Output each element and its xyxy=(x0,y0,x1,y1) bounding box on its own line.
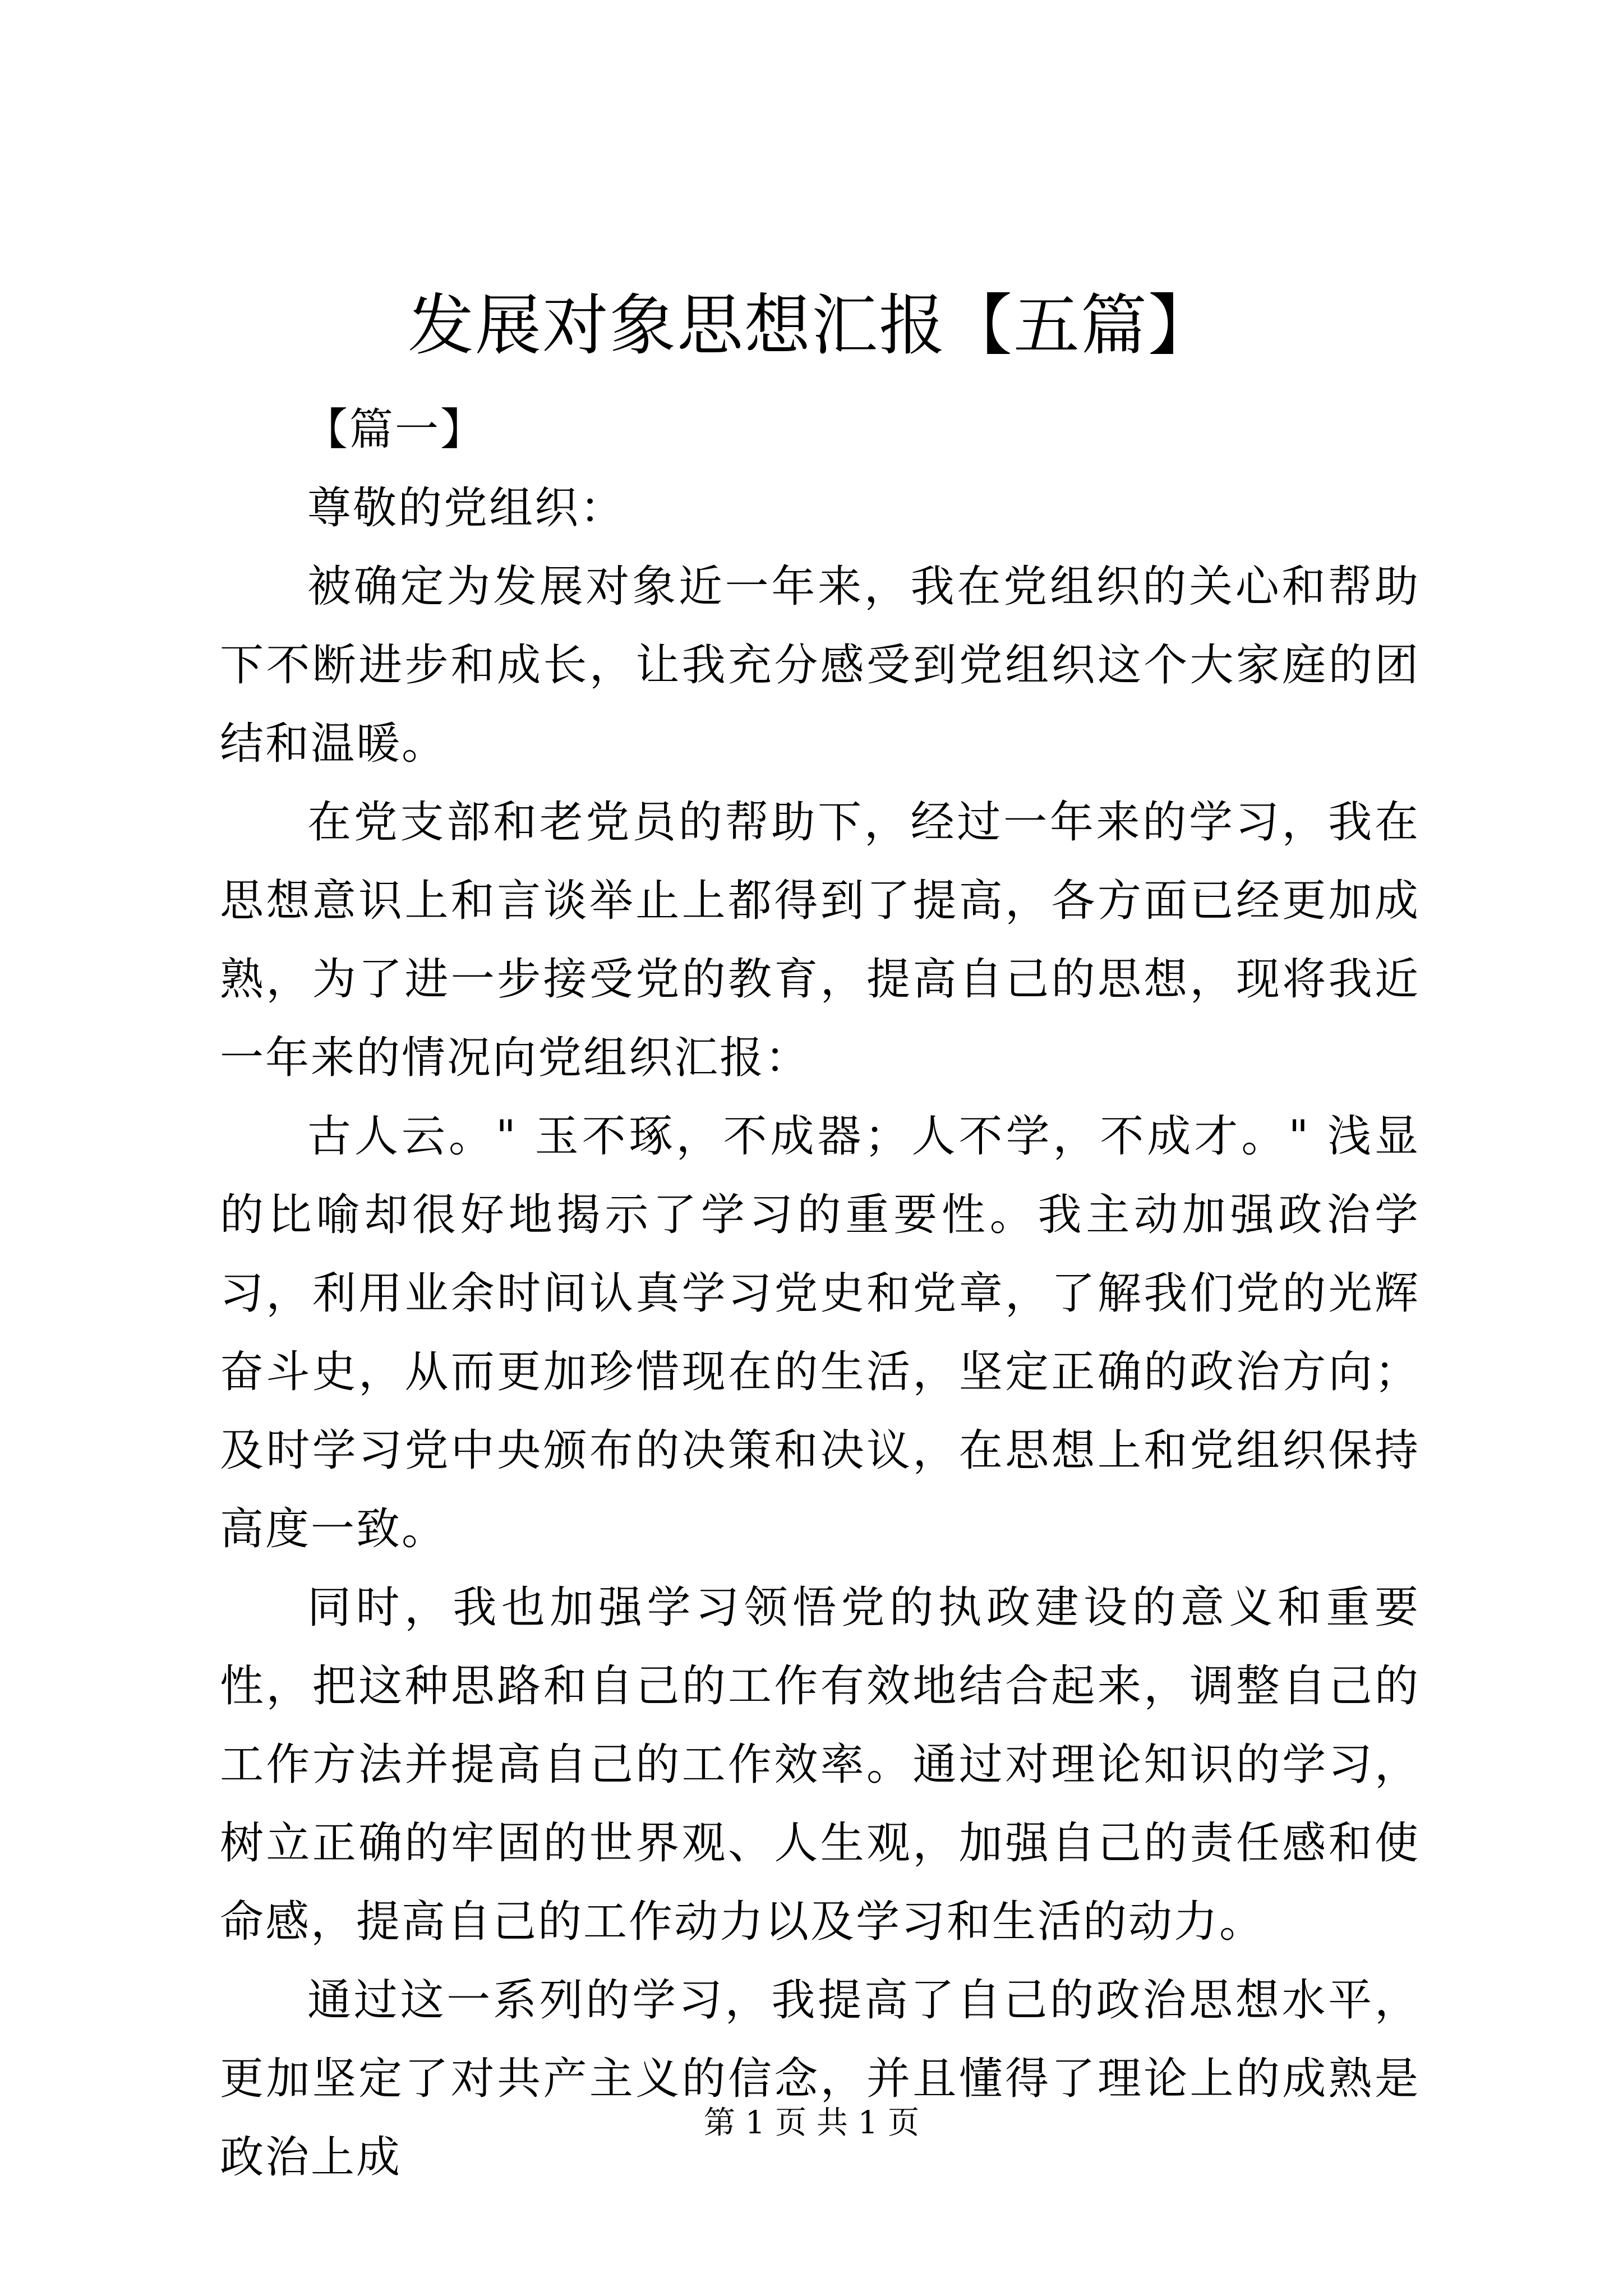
body-paragraph: 在党支部和老党员的帮助下，经过一年来的学习，我在思想意识上和言谈举止上都得到了提高，各方面已经更加成熟，为了进一步接受党的教育，提高自己的思想，现将我近一年来的情况向党组织汇报： xyxy=(220,797,1420,1083)
body-paragraph: 被确定为发展对象近一年来，我在党组织的关心和帮助下不断进步和成长，让我充分感受到党组织这个大家庭的团结和温暖。 xyxy=(220,562,1420,769)
document-title: 发展对象思想汇报【五篇】 xyxy=(407,287,1215,364)
section-label: 【篇一】 xyxy=(304,404,486,455)
page-footer: 第 1 页 共 1 页 xyxy=(703,2105,920,2141)
body-paragraph: 通过这一系列的学习，我提高了自己的政治思想水平，更加坚定了对共产主义的信念，并且懂得了理论上的成熟是政治上成 xyxy=(220,1975,1420,2183)
salutation: 尊敬的党组织： xyxy=(307,483,626,533)
document-body xyxy=(220,390,1420,2197)
body-paragraph: 同时，我也加强学习领悟党的执政建设的意义和重要性，把这种思路和自己的工作有效地结合起来，调整自己的工作方法并提高自己的工作效率。通过对理论知识的学习，树立正确的牢固的世界观、人生观，加强自己的责任感和使命感，提高自己的工作动力以及学习和生活的动力。 xyxy=(220,1582,1420,1947)
body-paragraph: 古人云。" 玉不琢，不成器；人不学，不成才。" 浅显的比喻却很好地揭示了学习的重要性。我主动加强政治学习，利用业余时间认真学习党史和党章，了解我们党的光辉奋斗史，从而更加珍惜现在的生活，坚定正确的政治方向；及时学习党中央颁布的决策和决议，在思想上和党组织保持高度一致。 xyxy=(220,1111,1420,1554)
